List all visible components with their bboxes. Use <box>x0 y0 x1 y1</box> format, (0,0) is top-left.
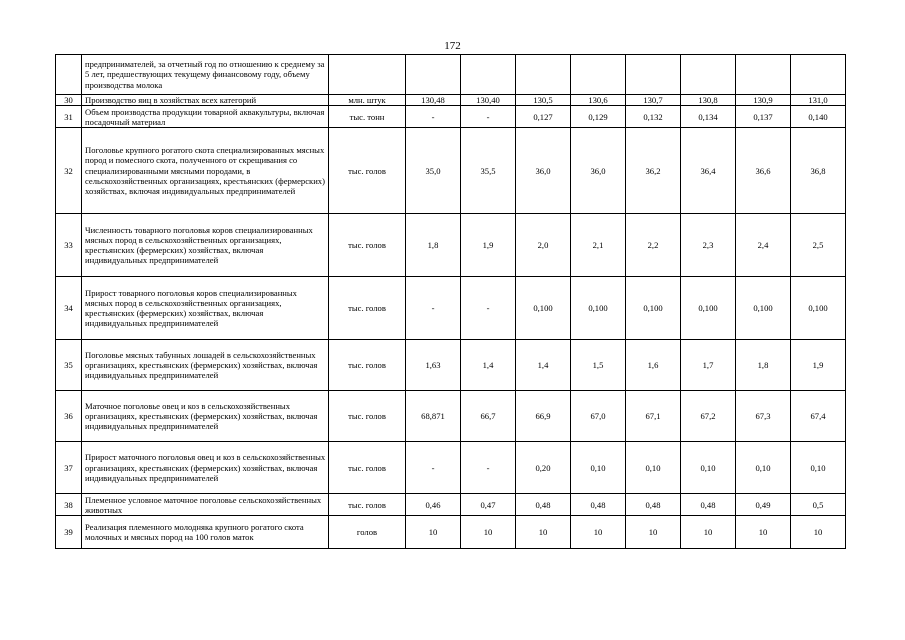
indicator-name-cell: Прирост маточного поголовья овец и коз в сельскохозяйственных организациях, крестьянских (фермерских) хозяйствах, включая индивидуальных предпринимателей <box>82 442 329 494</box>
value-cell: 0,127 <box>516 106 571 128</box>
value-cell: 0,10 <box>791 442 846 494</box>
value-cell: 0,100 <box>736 277 791 340</box>
indicator-name-cell: Реализация племенного молодняка крупного рогатого скота молочных и мясных пород на 100 голов маток <box>82 516 329 549</box>
value-cell: 36,6 <box>736 128 791 214</box>
value-cell: 36,2 <box>626 128 681 214</box>
value-cell: 10 <box>791 516 846 549</box>
value-cell <box>516 55 571 95</box>
value-cell: 10 <box>736 516 791 549</box>
indicator-name-cell: Производство яиц в хозяйствах всех категорий <box>82 95 329 106</box>
unit-cell: тыс. голов <box>329 391 406 442</box>
value-cell: 36,0 <box>571 128 626 214</box>
indicator-name-cell: Поголовье мясных табунных лошадей в сельскохозяйственных организациях, крестьянских (фермерских) хозяйствах, включая индивидуальных предпринимателей <box>82 340 329 391</box>
value-cell: 35,0 <box>406 128 461 214</box>
value-cell: 2,1 <box>571 214 626 277</box>
value-cell: 130,40 <box>461 95 516 106</box>
value-cell: 0,100 <box>791 277 846 340</box>
table-row <box>56 277 846 340</box>
value-cell: 35,5 <box>461 128 516 214</box>
value-cell: 1,9 <box>461 214 516 277</box>
value-cell: 1,5 <box>571 340 626 391</box>
row-number-cell: 38 <box>56 494 82 516</box>
value-cell <box>736 55 791 95</box>
value-cell: 10 <box>626 516 681 549</box>
value-cell: 2,5 <box>791 214 846 277</box>
value-cell: 67,0 <box>571 391 626 442</box>
value-cell: 2,3 <box>681 214 736 277</box>
value-cell: 2,4 <box>736 214 791 277</box>
unit-cell: млн. штук <box>329 95 406 106</box>
table-row <box>56 442 846 494</box>
value-cell: 36,4 <box>681 128 736 214</box>
unit-cell: тыс. голов <box>329 128 406 214</box>
value-cell: 1,7 <box>681 340 736 391</box>
indicator-name-cell: предпринимателей, за отчетный год по отношению к среднему за 5 лет, предшествующих текущему финансовому году, объему производства молока <box>82 55 329 95</box>
table-row <box>56 391 846 442</box>
value-cell: 130,8 <box>681 95 736 106</box>
value-cell: 0,46 <box>406 494 461 516</box>
value-cell: 1,63 <box>406 340 461 391</box>
unit-cell: тыс. тонн <box>329 106 406 128</box>
value-cell: 2,2 <box>626 214 681 277</box>
value-cell: 0,100 <box>571 277 626 340</box>
value-cell: 0,48 <box>626 494 681 516</box>
value-cell: 130,48 <box>406 95 461 106</box>
value-cell: 0,100 <box>626 277 681 340</box>
unit-cell <box>329 55 406 95</box>
row-number-cell: 39 <box>56 516 82 549</box>
value-cell: 131,0 <box>791 95 846 106</box>
table-row <box>56 106 846 128</box>
value-cell: 0,48 <box>681 494 736 516</box>
indicator-name-cell: Племенное условное маточное поголовье сельскохозяйственных животных <box>82 494 329 516</box>
table-body <box>56 55 846 549</box>
unit-cell: тыс. голов <box>329 442 406 494</box>
unit-cell: голов <box>329 516 406 549</box>
value-cell: 1,8 <box>736 340 791 391</box>
value-cell: 0,10 <box>571 442 626 494</box>
value-cell <box>461 55 516 95</box>
value-cell: 0,140 <box>791 106 846 128</box>
value-cell: 66,7 <box>461 391 516 442</box>
indicator-name-cell: Прирост товарного поголовья коров специализированных мясных пород в сельскохозяйственных организациях, крестьянских (фермерских) хозяйствах, включая индивидуальных предпринимателей <box>82 277 329 340</box>
value-cell <box>626 55 681 95</box>
value-cell: 0,48 <box>516 494 571 516</box>
value-cell: 10 <box>406 516 461 549</box>
value-cell: 1,8 <box>406 214 461 277</box>
indicator-name-cell: Маточное поголовье овец и коз в сельскохозяйственных организациях, крестьянских (фермерских) хозяйствах, включая индивидуальных предпринимателей <box>82 391 329 442</box>
value-cell: - <box>461 106 516 128</box>
row-number-cell: 35 <box>56 340 82 391</box>
value-cell: 1,4 <box>516 340 571 391</box>
value-cell: 130,7 <box>626 95 681 106</box>
value-cell: 66,9 <box>516 391 571 442</box>
value-cell <box>571 55 626 95</box>
value-cell <box>406 55 461 95</box>
value-cell: 0,10 <box>736 442 791 494</box>
row-number-cell: 33 <box>56 214 82 277</box>
value-cell: 130,6 <box>571 95 626 106</box>
value-cell: 0,129 <box>571 106 626 128</box>
value-cell <box>791 55 846 95</box>
value-cell: 0,132 <box>626 106 681 128</box>
value-cell: - <box>461 277 516 340</box>
indicator-name-cell: Численность товарного поголовья коров специализированных мясных пород в сельскохозяйственных организациях, крестьянских (фермерских) хозяйствах, включая индивидуальных предпринимателей <box>82 214 329 277</box>
table-row <box>56 95 846 106</box>
row-number-cell: 34 <box>56 277 82 340</box>
value-cell: 67,2 <box>681 391 736 442</box>
value-cell: 0,10 <box>626 442 681 494</box>
value-cell: 10 <box>681 516 736 549</box>
value-cell: 1,6 <box>626 340 681 391</box>
value-cell: 1,9 <box>791 340 846 391</box>
indicators-table <box>55 54 846 549</box>
row-number-cell: 31 <box>56 106 82 128</box>
row-number-cell: 36 <box>56 391 82 442</box>
value-cell: 130,5 <box>516 95 571 106</box>
value-cell: 1,4 <box>461 340 516 391</box>
table-row <box>56 214 846 277</box>
value-cell: 0,20 <box>516 442 571 494</box>
value-cell: 68,871 <box>406 391 461 442</box>
value-cell: 67,3 <box>736 391 791 442</box>
unit-cell: тыс. голов <box>329 340 406 391</box>
value-cell: - <box>461 442 516 494</box>
value-cell: - <box>406 106 461 128</box>
table-row <box>56 494 846 516</box>
row-number-cell: 37 <box>56 442 82 494</box>
value-cell: 10 <box>571 516 626 549</box>
table-row-continuation <box>56 55 846 95</box>
value-cell: 0,5 <box>791 494 846 516</box>
unit-cell: тыс. голов <box>329 277 406 340</box>
row-number-cell: 30 <box>56 95 82 106</box>
value-cell: 130,9 <box>736 95 791 106</box>
value-cell: 0,134 <box>681 106 736 128</box>
value-cell: 0,49 <box>736 494 791 516</box>
unit-cell: тыс. голов <box>329 494 406 516</box>
value-cell: 67,1 <box>626 391 681 442</box>
table-row <box>56 128 846 214</box>
value-cell: 67,4 <box>791 391 846 442</box>
table-row <box>56 340 846 391</box>
row-number-cell <box>56 55 82 95</box>
value-cell: 0,47 <box>461 494 516 516</box>
indicator-name-cell: Поголовье крупного рогатого скота специализированных мясных пород и помесного скота, полученного от скрещивания со специализированными мясными породами, в сельскохозяйственных организациях, крестьянских (фермерских) хозяйствах, включая индивидуальных предпринимателей <box>82 128 329 214</box>
value-cell: 0,100 <box>516 277 571 340</box>
indicator-name-cell: Объем производства продукции товарной аквакультуры, включая посадочный материал <box>82 106 329 128</box>
value-cell: 10 <box>461 516 516 549</box>
value-cell: - <box>406 442 461 494</box>
row-number-cell: 32 <box>56 128 82 214</box>
value-cell: 2,0 <box>516 214 571 277</box>
table-row <box>56 516 846 549</box>
value-cell: 10 <box>516 516 571 549</box>
unit-cell: тыс. голов <box>329 214 406 277</box>
value-cell: - <box>406 277 461 340</box>
value-cell: 0,48 <box>571 494 626 516</box>
value-cell: 0,10 <box>681 442 736 494</box>
page-number: 172 <box>444 40 461 52</box>
value-cell: 36,0 <box>516 128 571 214</box>
value-cell: 0,100 <box>681 277 736 340</box>
value-cell: 36,8 <box>791 128 846 214</box>
value-cell: 0,137 <box>736 106 791 128</box>
value-cell <box>681 55 736 95</box>
